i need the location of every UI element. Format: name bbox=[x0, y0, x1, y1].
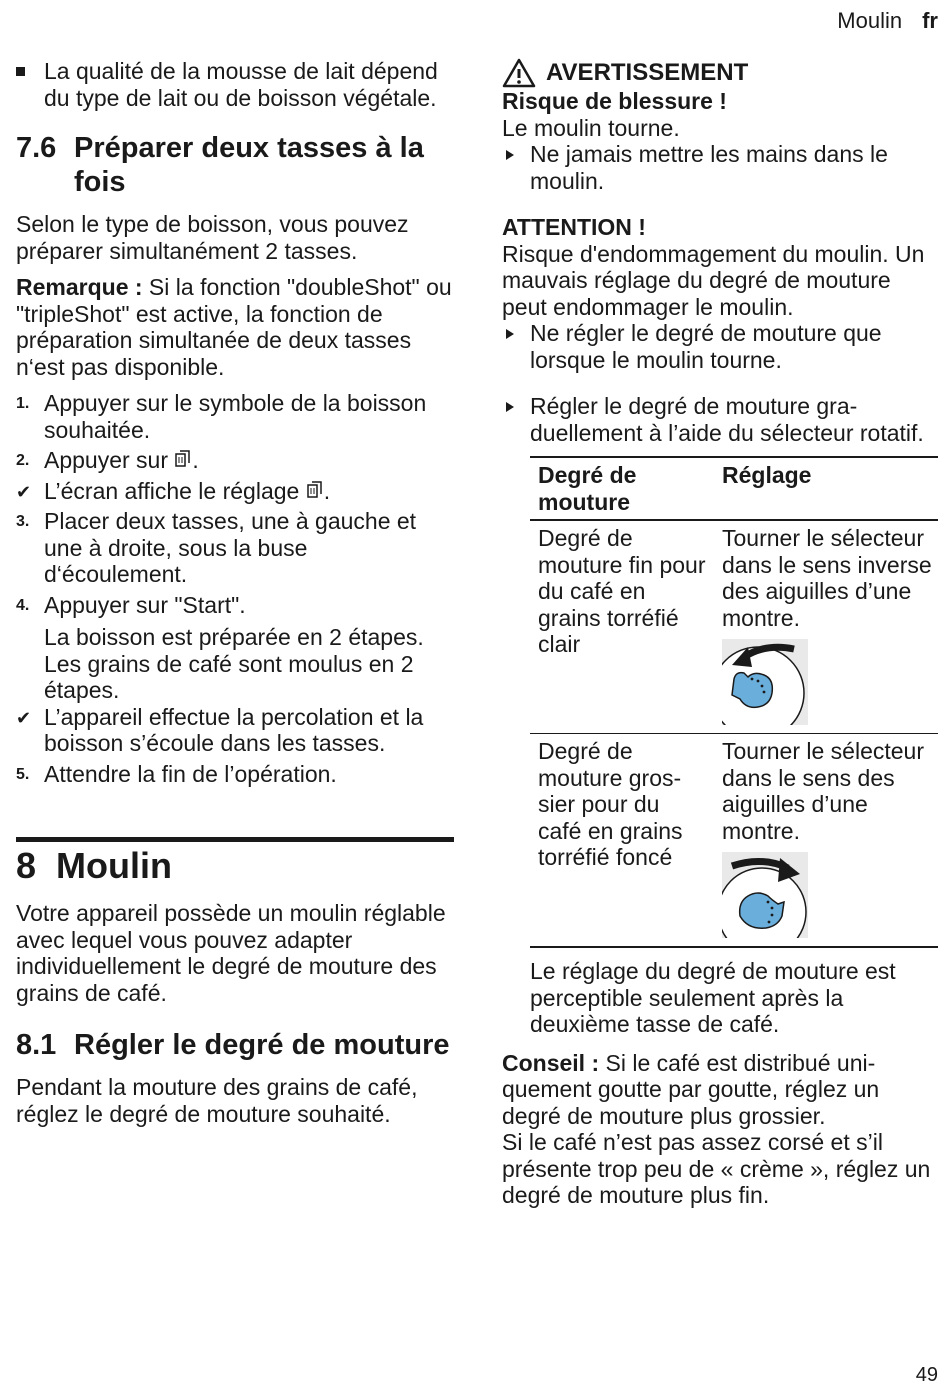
chapter-title: Moulin bbox=[56, 845, 173, 886]
intro-bullet bbox=[16, 58, 454, 111]
table-cell-degree: Degré de mouture grossier pour du café en grains torréfié foncé bbox=[530, 734, 714, 948]
left-column bbox=[16, 58, 454, 1127]
step-text: Appuyer sur "Start". bbox=[44, 591, 246, 618]
warning-action-text: Ne jamais mettre les mains dans le moulin. bbox=[530, 141, 888, 194]
step-text: Attendre la fin de l’opération. bbox=[44, 760, 337, 787]
step-text: Placer deux tasses, une à gauche et une à droite, sous la buse d‘écoulement. bbox=[44, 508, 417, 587]
step-number: 5. bbox=[16, 765, 30, 783]
tip-text: Si le café est distribué uniquement goutte par goutte, réglez un degré de mouture plus grossier. bbox=[502, 1049, 880, 1129]
checkmark-icon: ✔ bbox=[16, 707, 32, 728]
header-language: fr bbox=[922, 8, 938, 33]
table-note: Le réglage du degré de mouture est perceptible seulement après la deuxième tasse de café. bbox=[530, 958, 896, 1037]
warning-action bbox=[502, 141, 940, 194]
step-5 bbox=[16, 761, 454, 788]
chapter-8-heading bbox=[16, 846, 454, 886]
table-header-row bbox=[530, 457, 938, 520]
tip bbox=[502, 1050, 940, 1130]
step-1 bbox=[16, 390, 454, 443]
section-title: Préparer deux tasses à la fois bbox=[74, 132, 424, 198]
step-number: 4. bbox=[16, 596, 30, 614]
warning-text: Le moulin tourne. bbox=[502, 114, 680, 141]
result-1: ✔ L’écran affiche le réglage . bbox=[16, 477, 331, 504]
double-cup-icon bbox=[306, 481, 324, 501]
knob-clockwise-icon bbox=[722, 852, 808, 938]
step-4 bbox=[16, 592, 454, 619]
header-section: Moulin bbox=[837, 8, 903, 33]
step-text: Appuyer sur le symbole de la boisson souhaitée. bbox=[44, 390, 427, 443]
step-2: 2. Appuyer sur . bbox=[16, 447, 199, 473]
step-text: Appuyer sur bbox=[44, 447, 169, 473]
attention-action bbox=[502, 320, 940, 373]
table-header: Réglage bbox=[714, 457, 938, 520]
step-4-detail: La boisson est préparée en 2 étapes. Les grains de café sont moulus en 2 étapes. bbox=[44, 624, 424, 703]
remark-text: Si la fonction "doubleShot" ou "tripleShot" est active, la fonction de préparation simultanée de deux tasses n‘est pas disponible. bbox=[16, 274, 452, 380]
attention-action-text: Ne régler le degré de mouture que lorsque le moulin tourne. bbox=[530, 320, 882, 373]
paragraph: Votre appareil possède un moulin réglable avec lequel vous pouvez adapter individuellement le degré de mouture des grains de café. bbox=[16, 900, 446, 1006]
square-bullet-icon bbox=[16, 67, 25, 76]
instruction bbox=[502, 393, 940, 446]
tip-text-continued: Si le café n’est pas assez corsé et s’il présente trop peu de « crème », réglez un degré de mouture plus fin. bbox=[502, 1129, 931, 1208]
step-number: 3. bbox=[16, 513, 30, 530]
checkmark-icon: ✔ bbox=[16, 481, 32, 502]
step-list bbox=[16, 390, 454, 787]
instruction-text: Régler le degré de mouture graduellement à l’aide du sélecteur rotatif. bbox=[530, 393, 924, 446]
chapter-rule bbox=[16, 837, 454, 842]
page-number: 49 bbox=[915, 1363, 938, 1386]
table-header: Degré de mouture bbox=[530, 457, 714, 520]
double-cup-icon bbox=[174, 450, 192, 470]
chapter-number: 8 bbox=[16, 845, 37, 886]
intro-bullet-text: La qualité de la mousse de lait dépend du type de lait ou de boisson végétale. bbox=[44, 58, 438, 111]
step-number: 1. bbox=[16, 395, 30, 412]
result-text: L’écran affiche le réglage bbox=[44, 477, 300, 504]
attention-title: ATTENTION ! bbox=[502, 214, 646, 240]
paragraph: Selon le type de boisson, vous pouvez préparer simultanément 2 tasses. bbox=[16, 211, 409, 264]
table-cell-setting bbox=[714, 520, 938, 734]
section-number: 7.6 bbox=[16, 132, 57, 164]
warning-triangle-icon bbox=[502, 58, 536, 88]
result-2 bbox=[16, 704, 454, 757]
knob-counterclockwise-icon bbox=[722, 639, 808, 725]
remark-label: Remarque : bbox=[16, 274, 143, 300]
section-number: 8.1 bbox=[16, 1029, 57, 1061]
arrow-bullet-icon bbox=[506, 150, 514, 160]
setting-text: Tourner le sélecteur dans le sens inverse des aiguilles d’une montre. bbox=[722, 525, 932, 631]
setting-text: Tourner le sélecteur dans le sens des aiguilles d’une montre. bbox=[722, 738, 924, 844]
remark bbox=[16, 274, 454, 380]
table-row bbox=[530, 734, 938, 948]
right-column bbox=[502, 58, 940, 1209]
step-3 bbox=[16, 508, 454, 588]
table-cell-degree: Degré de mouture fin pour du café en grains torréfié clair bbox=[530, 520, 714, 734]
warning-title: AVERTISSEMENT bbox=[546, 58, 749, 86]
table-row bbox=[530, 520, 938, 734]
arrow-bullet-icon bbox=[506, 329, 514, 339]
table-cell-setting bbox=[714, 734, 938, 948]
attention-text: Risque d'endommagement du moulin. Un mauvais réglage du degré de mouture peut endommager le moulin. bbox=[502, 240, 925, 320]
arrow-bullet-icon bbox=[506, 402, 514, 412]
section-title: Régler le degré de mouture bbox=[74, 1029, 450, 1061]
tip-label: Conseil : bbox=[502, 1049, 600, 1076]
result-text: L’appareil effectue la percolation et la boisson s’écoule dans les tasses. bbox=[44, 703, 424, 756]
warning-heading bbox=[502, 58, 940, 88]
step-number: 2. bbox=[16, 452, 30, 469]
warning-subtitle: Risque de blessure ! bbox=[502, 88, 727, 114]
section-8-1-heading bbox=[16, 1028, 454, 1062]
page-header bbox=[837, 8, 938, 35]
paragraph: Pendant la mouture des grains de café, réglez le degré de mouture souhaité. bbox=[16, 1074, 418, 1127]
grind-table bbox=[530, 456, 938, 948]
section-7-6-heading bbox=[16, 131, 454, 199]
